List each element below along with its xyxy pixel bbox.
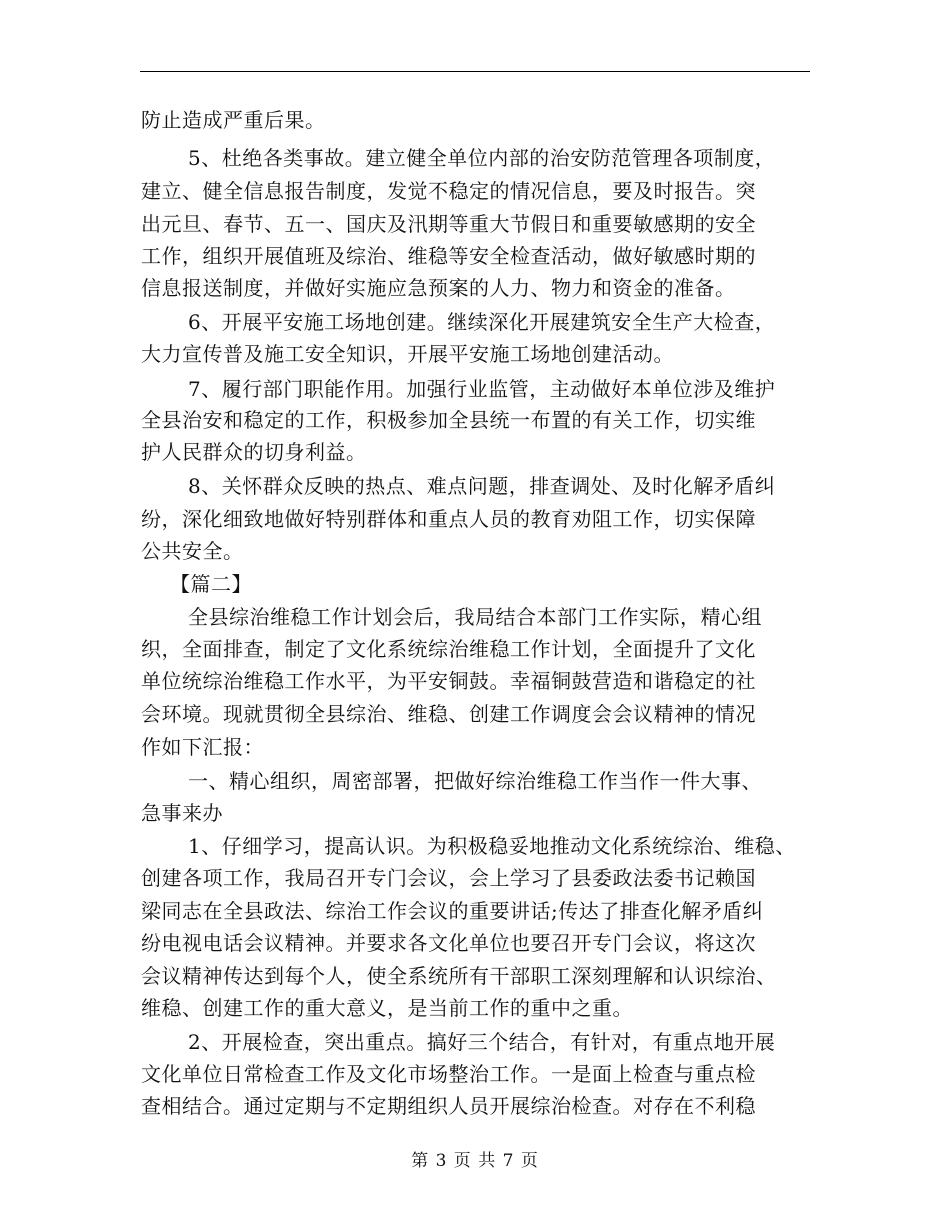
text-line: 作如下汇报： [141, 735, 264, 759]
text-line: 会环境。现就贯彻全县综治、维稳、创建工作调度会会议精神的情况 [141, 702, 756, 726]
text-line: 单位统综治维稳工作水平，为平安铜鼓。幸福铜鼓营造和谐稳定的社 [141, 669, 756, 693]
text-line: 工作，组织开展值班及综治、维稳等安全检查活动，做好敏感时期的 [141, 244, 756, 268]
page-number: 第 3 页 共 7 页 [411, 1151, 539, 1171]
text-line: 纷，深化细致地做好特别群体和重点人员的教育劝阻工作，切实保障 [141, 507, 756, 531]
text-line: 创建各项工作，我局召开专门会议，会上学习了县委政法委书记赖国 [141, 866, 756, 890]
section-heading: 【篇二】 [170, 572, 252, 596]
text-line: 出元旦、春节、五一、国庆及汛期等重大节假日和重要敏感期的安全 [141, 212, 756, 236]
text-line: 1、仔细学习，提高认识。为积极稳妥地推动文化系统综治、维稳、 [188, 834, 796, 858]
text-line: 文化单位日常检查工作及文化市场整治工作。一是面上检查与重点检 [141, 1062, 756, 1086]
text-line: 信息报送制度，并做好实施应急预案的人力、物力和资金的准备。 [141, 276, 736, 300]
text-line: 会议精神传达到每个人，使全系统所有干部职工深刻理解和认识综治、 [141, 964, 777, 988]
text-line: 8、关怀群众反映的热点、难点问题，排查调处、及时化解矛盾纠 [188, 474, 776, 498]
text-line: 维稳、创建工作的重大意义，是当前工作的重中之重。 [141, 996, 633, 1020]
text-line: 一、精心组织，周密部署，把做好综治维稳工作当作一件大事、 [188, 769, 762, 793]
text-line: 防止造成严重后果。 [141, 108, 326, 132]
text-line: 梁同志在全县政法、综治工作会议的重要讲话;传达了排查化解矛盾纠 [141, 899, 764, 923]
text-line: 查相结合。通过定期与不定期组织人员开展综治检查。对存在不利稳 [141, 1094, 756, 1118]
text-line: 全县综治维稳工作计划会后，我局结合本部门工作实际，精心组 [188, 605, 762, 629]
text-line: 大力宣传普及施工安全知识，开展平安施工场地创建活动。 [141, 342, 674, 366]
text-line: 5、杜绝各类事故。建立健全单位内部的治安防范管理各项制度， [188, 146, 776, 170]
text-line: 建立、健全信息报告制度，发觉不稳定的情况信息，要及时报告。突 [141, 179, 756, 203]
text-line: 2、开展检查，突出重点。搞好三个结合，有针对，有重点地开展 [188, 1030, 776, 1054]
text-line: 纷电视电话会议精神。并要求各文化单位也要召开专门会议，将这次 [141, 931, 756, 955]
text-line: 全县治安和稳定的工作，积极参加全县统一布置的有关工作，切实维 [141, 408, 756, 432]
text-line: 护人民群众的切身利益。 [141, 440, 367, 464]
text-line: 织，全面排查，制定了文化系统综治维稳工作计划，全面提升了文化 [141, 637, 756, 661]
text-line: 7、履行部门职能作用。加强行业监管，主动做好本单位涉及维护 [188, 377, 776, 401]
text-line: 急事来办 [141, 801, 223, 825]
text-line: 6、开展平安施工场地创建。继续深化开展建筑安全生产大检查， [188, 310, 776, 334]
text-line: 公共安全。 [141, 539, 244, 563]
